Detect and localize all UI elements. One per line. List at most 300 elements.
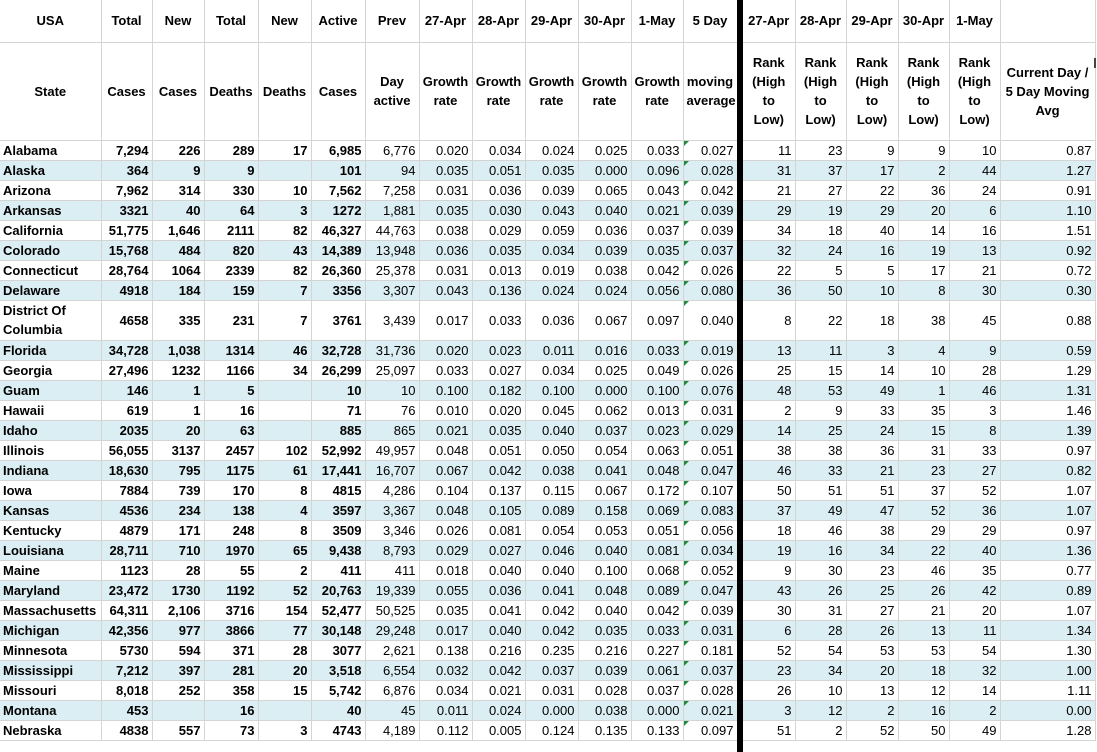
data-cell[interactable]: 0.000 (631, 700, 683, 720)
state-cell[interactable]: Mississippi (0, 660, 101, 680)
data-cell[interactable]: 0.031 (525, 680, 578, 700)
data-cell[interactable]: 1 (152, 400, 204, 420)
data-cell[interactable]: 0.041 (578, 460, 631, 480)
data-cell[interactable]: 0.045 (525, 400, 578, 420)
data-cell[interactable]: 25,378 (365, 260, 419, 280)
data-cell[interactable]: 46 (898, 560, 949, 580)
data-cell[interactable]: 0.005 (472, 720, 525, 740)
data-cell[interactable]: 25 (795, 420, 846, 440)
data-cell[interactable]: 289 (204, 140, 258, 160)
data-cell[interactable]: 1730 (152, 580, 204, 600)
state-cell[interactable]: Nebraska (0, 720, 101, 740)
data-cell[interactable]: 0.054 (578, 440, 631, 460)
state-cell[interactable]: District Of Columbia (0, 300, 101, 340)
data-cell[interactable]: 28 (152, 560, 204, 580)
data-cell[interactable]: 0.036 (419, 240, 472, 260)
data-cell[interactable]: 76 (365, 400, 419, 420)
data-cell[interactable]: 1.27 (1000, 160, 1095, 180)
data-cell[interactable]: 0.88 (1000, 300, 1095, 340)
data-cell[interactable]: 1175 (204, 460, 258, 480)
data-cell[interactable]: 0.033 (631, 340, 683, 360)
data-cell[interactable]: 0.043 (631, 180, 683, 200)
data-cell[interactable]: 0.063 (631, 440, 683, 460)
state-cell[interactable]: Illinois (0, 440, 101, 460)
state-cell[interactable]: Alaska (0, 160, 101, 180)
data-cell[interactable]: 0.72 (1000, 260, 1095, 280)
data-cell[interactable]: 0.97 (1000, 440, 1095, 460)
data-cell[interactable]: 0.019 (683, 340, 737, 360)
data-cell[interactable]: 138 (204, 500, 258, 520)
data-cell[interactable]: 0.027 (472, 360, 525, 380)
data-cell[interactable]: 795 (152, 460, 204, 480)
data-cell[interactable]: 20 (846, 660, 898, 680)
data-cell[interactable]: 0.181 (683, 640, 737, 660)
data-cell[interactable]: 0.042 (683, 180, 737, 200)
data-cell[interactable]: 3,367 (365, 500, 419, 520)
data-cell[interactable]: 0.043 (419, 280, 472, 300)
subheader-cell[interactable]: Deaths (258, 42, 311, 140)
data-cell[interactable]: 32,728 (311, 340, 365, 360)
subheader-cell[interactable]: Growth rate (419, 42, 472, 140)
data-cell[interactable]: 52 (949, 480, 1000, 500)
data-cell[interactable]: 29,248 (365, 620, 419, 640)
data-cell[interactable]: 0.100 (525, 380, 578, 400)
data-cell[interactable]: 63 (204, 420, 258, 440)
data-cell[interactable]: 0.089 (631, 580, 683, 600)
data-cell[interactable]: 23 (846, 560, 898, 580)
data-cell[interactable]: 33 (846, 400, 898, 420)
header-cell[interactable]: Total (101, 0, 152, 42)
data-cell[interactable]: 28,711 (101, 540, 152, 560)
data-cell[interactable]: 40 (949, 540, 1000, 560)
data-cell[interactable]: 0.039 (683, 600, 737, 620)
data-cell[interactable]: 6,554 (365, 660, 419, 680)
state-cell[interactable]: Arkansas (0, 200, 101, 220)
data-cell[interactable]: 231 (204, 300, 258, 340)
data-cell[interactable]: 3716 (204, 600, 258, 620)
data-cell[interactable]: 2 (258, 560, 311, 580)
data-cell[interactable]: 7,562 (311, 180, 365, 200)
data-cell[interactable]: 13,948 (365, 240, 419, 260)
data-cell[interactable]: 18,630 (101, 460, 152, 480)
data-cell[interactable]: 6,876 (365, 680, 419, 700)
data-cell[interactable]: 0.030 (472, 200, 525, 220)
data-cell[interactable]: 594 (152, 640, 204, 660)
data-cell[interactable]: 25,097 (365, 360, 419, 380)
data-cell[interactable]: 0.039 (525, 180, 578, 200)
data-cell[interactable]: 0.097 (631, 300, 683, 340)
data-cell[interactable]: 34,728 (101, 340, 152, 360)
data-cell[interactable]: 170 (204, 480, 258, 500)
data-cell[interactable]: 29 (949, 520, 1000, 540)
data-cell[interactable]: 0.115 (525, 480, 578, 500)
data-cell[interactable]: 16 (204, 700, 258, 720)
data-cell[interactable]: 0.051 (631, 520, 683, 540)
data-cell[interactable]: 16,707 (365, 460, 419, 480)
data-cell[interactable]: 47 (846, 500, 898, 520)
data-cell[interactable]: 0.040 (525, 420, 578, 440)
data-cell[interactable]: 252 (152, 680, 204, 700)
data-cell[interactable]: 26 (743, 680, 795, 700)
data-cell[interactable]: 5,742 (311, 680, 365, 700)
data-cell[interactable]: 0.061 (631, 660, 683, 680)
data-cell[interactable]: 0.024 (472, 700, 525, 720)
data-cell[interactable]: 0.011 (525, 340, 578, 360)
data-cell[interactable]: 3,307 (365, 280, 419, 300)
data-cell[interactable]: 8 (949, 420, 1000, 440)
data-cell[interactable]: 1166 (204, 360, 258, 380)
subheader-cell[interactable]: Day active (365, 42, 419, 140)
data-cell[interactable]: 0.031 (683, 620, 737, 640)
data-cell[interactable]: 0.050 (525, 440, 578, 460)
data-cell[interactable]: 0.034 (525, 240, 578, 260)
data-cell[interactable]: 1,646 (152, 220, 204, 240)
data-cell[interactable]: 0.021 (683, 700, 737, 720)
data-cell[interactable]: 55 (204, 560, 258, 580)
data-cell[interactable]: 0.019 (525, 260, 578, 280)
data-cell[interactable]: 0.105 (472, 500, 525, 520)
data-cell[interactable]: 14,389 (311, 240, 365, 260)
data-cell[interactable]: 0.081 (472, 520, 525, 540)
data-cell[interactable]: 0.172 (631, 480, 683, 500)
data-cell[interactable]: 0.021 (472, 680, 525, 700)
data-cell[interactable]: 26 (795, 580, 846, 600)
data-cell[interactable]: 3,346 (365, 520, 419, 540)
data-cell[interactable]: 20 (152, 420, 204, 440)
data-cell[interactable]: 0.041 (472, 600, 525, 620)
data-cell[interactable]: 0.031 (419, 260, 472, 280)
data-cell[interactable]: 52 (898, 500, 949, 520)
data-cell[interactable]: 0.034 (419, 680, 472, 700)
data-cell[interactable]: 51 (743, 720, 795, 740)
data-cell[interactable]: 3,518 (311, 660, 365, 680)
data-cell[interactable]: 61 (258, 460, 311, 480)
rank-header-cell[interactable] (1000, 0, 1095, 42)
data-cell[interactable]: 0.023 (631, 420, 683, 440)
data-cell[interactable]: 0.029 (472, 220, 525, 240)
data-cell[interactable]: 53 (898, 640, 949, 660)
data-cell[interactable]: 0.027 (683, 140, 737, 160)
data-cell[interactable]: 0.035 (472, 240, 525, 260)
data-cell[interactable]: 77 (258, 620, 311, 640)
data-cell[interactable]: 0.032 (419, 660, 472, 680)
data-cell[interactable]: 1 (898, 380, 949, 400)
data-cell[interactable]: 13 (846, 680, 898, 700)
data-cell[interactable]: 13 (898, 620, 949, 640)
data-cell[interactable]: 0.055 (419, 580, 472, 600)
data-cell[interactable]: 171 (152, 520, 204, 540)
data-cell[interactable]: 0.91 (1000, 180, 1095, 200)
data-cell[interactable]: 29 (898, 520, 949, 540)
data-cell[interactable]: 0.026 (419, 520, 472, 540)
data-cell[interactable]: 3321 (101, 200, 152, 220)
data-cell[interactable]: 2 (795, 720, 846, 740)
data-cell[interactable]: 0.036 (472, 180, 525, 200)
data-cell[interactable]: 0.029 (419, 540, 472, 560)
data-cell[interactable]: 27 (795, 180, 846, 200)
data-cell[interactable]: 0.037 (578, 420, 631, 440)
state-cell[interactable]: Georgia (0, 360, 101, 380)
data-cell[interactable]: 42,356 (101, 620, 152, 640)
data-cell[interactable]: 2 (846, 700, 898, 720)
rank-subheader-cell[interactable]: Rank (High to Low) (743, 42, 795, 140)
data-cell[interactable]: 33 (949, 440, 1000, 460)
data-cell[interactable]: 0.039 (683, 200, 737, 220)
data-cell[interactable]: 0.048 (419, 440, 472, 460)
data-cell[interactable]: 9,438 (311, 540, 365, 560)
data-cell[interactable]: 1970 (204, 540, 258, 560)
data-cell[interactable]: 0.035 (419, 160, 472, 180)
data-cell[interactable]: 0.038 (578, 260, 631, 280)
data-cell[interactable]: 54 (949, 640, 1000, 660)
state-cell[interactable]: Connecticut (0, 260, 101, 280)
data-cell[interactable]: 1.10 (1000, 200, 1095, 220)
state-cell[interactable]: Alabama (0, 140, 101, 160)
data-cell[interactable] (152, 700, 204, 720)
data-cell[interactable]: 27 (949, 460, 1000, 480)
data-cell[interactable]: 102 (258, 440, 311, 460)
data-cell[interactable]: 23,472 (101, 580, 152, 600)
data-cell[interactable]: 21 (949, 260, 1000, 280)
data-cell[interactable]: 27 (846, 600, 898, 620)
data-cell[interactable]: 28 (949, 360, 1000, 380)
data-cell[interactable]: 4918 (101, 280, 152, 300)
data-cell[interactable]: 31 (898, 440, 949, 460)
data-cell[interactable]: 64 (204, 200, 258, 220)
state-cell[interactable]: Iowa (0, 480, 101, 500)
data-cell[interactable]: 29 (846, 200, 898, 220)
data-cell[interactable]: 22 (898, 540, 949, 560)
data-cell[interactable]: 40 (846, 220, 898, 240)
rank-header-cell[interactable]: 27-Apr (743, 0, 795, 42)
state-cell[interactable]: Kentucky (0, 520, 101, 540)
data-cell[interactable]: 31 (743, 160, 795, 180)
data-cell[interactable]: 19 (795, 200, 846, 220)
state-cell[interactable]: Guam (0, 380, 101, 400)
data-cell[interactable]: 0.89 (1000, 580, 1095, 600)
data-cell[interactable]: 0.028 (578, 680, 631, 700)
data-cell[interactable]: 49,957 (365, 440, 419, 460)
data-cell[interactable]: 27,496 (101, 360, 152, 380)
data-cell[interactable]: 17,441 (311, 460, 365, 480)
data-cell[interactable]: 7 (258, 280, 311, 300)
data-cell[interactable]: 0.056 (631, 280, 683, 300)
data-cell[interactable]: 4,189 (365, 720, 419, 740)
state-cell[interactable]: Missouri (0, 680, 101, 700)
data-cell[interactable]: 8,793 (365, 540, 419, 560)
data-cell[interactable]: 1.39 (1000, 420, 1095, 440)
data-cell[interactable]: 31 (795, 600, 846, 620)
data-cell[interactable]: 0.029 (683, 420, 737, 440)
data-cell[interactable]: 43 (258, 240, 311, 260)
data-cell[interactable]: 18 (898, 660, 949, 680)
data-cell[interactable]: 0.92 (1000, 240, 1095, 260)
data-cell[interactable]: 0.124 (525, 720, 578, 740)
subheader-cell[interactable]: State (0, 42, 101, 140)
data-cell[interactable]: 0.062 (578, 400, 631, 420)
data-cell[interactable]: 31,736 (365, 340, 419, 360)
data-cell[interactable]: 1192 (204, 580, 258, 600)
data-cell[interactable]: 1.11 (1000, 680, 1095, 700)
data-cell[interactable]: 0.048 (419, 500, 472, 520)
data-cell[interactable]: 11 (949, 620, 1000, 640)
data-cell[interactable]: 0.000 (578, 380, 631, 400)
data-cell[interactable]: 0.138 (419, 640, 472, 660)
header-cell[interactable]: New (258, 0, 311, 42)
data-cell[interactable]: 94 (365, 160, 419, 180)
data-cell[interactable]: 0.036 (578, 220, 631, 240)
data-cell[interactable]: 4743 (311, 720, 365, 740)
data-cell[interactable]: 885 (311, 420, 365, 440)
data-cell[interactable]: 364 (101, 160, 152, 180)
data-cell[interactable]: 22 (795, 300, 846, 340)
data-cell[interactable]: 0.031 (683, 400, 737, 420)
data-cell[interactable]: 14 (898, 220, 949, 240)
data-cell[interactable]: 0.035 (419, 600, 472, 620)
data-cell[interactable]: 0.097 (683, 720, 737, 740)
subheader-cell[interactable]: Growth rate (525, 42, 578, 140)
data-cell[interactable]: 0.100 (578, 560, 631, 580)
data-cell[interactable]: 335 (152, 300, 204, 340)
data-cell[interactable]: 330 (204, 180, 258, 200)
data-cell[interactable]: 17 (898, 260, 949, 280)
data-cell[interactable]: 33 (795, 460, 846, 480)
data-cell[interactable]: 0.010 (419, 400, 472, 420)
data-cell[interactable]: 2035 (101, 420, 152, 440)
data-cell[interactable]: 36 (949, 500, 1000, 520)
data-cell[interactable]: 54 (795, 640, 846, 660)
data-cell[interactable]: 0.038 (419, 220, 472, 240)
data-cell[interactable]: 0.038 (525, 460, 578, 480)
data-cell[interactable]: 0.040 (578, 540, 631, 560)
data-cell[interactable]: 1,038 (152, 340, 204, 360)
state-cell[interactable]: Arizona (0, 180, 101, 200)
data-cell[interactable]: 0.033 (631, 620, 683, 640)
data-cell[interactable]: 14 (846, 360, 898, 380)
data-cell[interactable]: 12 (898, 680, 949, 700)
data-cell[interactable]: 18 (795, 220, 846, 240)
data-cell[interactable]: 0.042 (631, 260, 683, 280)
data-cell[interactable]: 30 (795, 560, 846, 580)
data-cell[interactable]: 2339 (204, 260, 258, 280)
data-cell[interactable]: 52 (743, 640, 795, 660)
state-cell[interactable]: Minnesota (0, 640, 101, 660)
data-cell[interactable]: 19,339 (365, 580, 419, 600)
header-cell[interactable]: 27-Apr (419, 0, 472, 42)
data-cell[interactable]: 2 (743, 400, 795, 420)
data-cell[interactable]: 0.021 (631, 200, 683, 220)
data-cell[interactable]: 38 (743, 440, 795, 460)
data-cell[interactable]: 13 (949, 240, 1000, 260)
data-cell[interactable]: 24 (795, 240, 846, 260)
data-cell[interactable]: 0.047 (683, 460, 737, 480)
data-cell[interactable]: 0.107 (683, 480, 737, 500)
data-cell[interactable]: 0.065 (578, 180, 631, 200)
data-cell[interactable]: 0.056 (683, 520, 737, 540)
data-cell[interactable]: 24 (949, 180, 1000, 200)
data-cell[interactable]: 3 (258, 200, 311, 220)
state-cell[interactable]: California (0, 220, 101, 240)
data-cell[interactable]: 0.040 (578, 600, 631, 620)
data-cell[interactable]: 4658 (101, 300, 152, 340)
data-cell[interactable]: 3866 (204, 620, 258, 640)
data-cell[interactable]: 15 (258, 680, 311, 700)
data-cell[interactable]: 3356 (311, 280, 365, 300)
data-cell[interactable]: 0.025 (578, 360, 631, 380)
data-cell[interactable]: 0.040 (578, 200, 631, 220)
data-cell[interactable]: 0.158 (578, 500, 631, 520)
data-cell[interactable]: 0.036 (525, 300, 578, 340)
data-cell[interactable]: 0.037 (631, 680, 683, 700)
data-cell[interactable]: 820 (204, 240, 258, 260)
data-cell[interactable]: 23 (795, 140, 846, 160)
data-cell[interactable]: 0.067 (578, 480, 631, 500)
data-cell[interactable]: 6,985 (311, 140, 365, 160)
data-cell[interactable]: 21 (846, 460, 898, 480)
data-cell[interactable]: 71 (311, 400, 365, 420)
data-cell[interactable]: 154 (258, 600, 311, 620)
data-cell[interactable]: 8 (743, 300, 795, 340)
data-cell[interactable]: 9 (846, 140, 898, 160)
data-cell[interactable]: 2,106 (152, 600, 204, 620)
data-cell[interactable]: 32 (949, 660, 1000, 680)
data-cell[interactable]: 7 (258, 300, 311, 340)
data-cell[interactable]: 45 (365, 700, 419, 720)
data-cell[interactable]: 1 (152, 380, 204, 400)
data-cell[interactable]: 34 (846, 540, 898, 560)
data-cell[interactable]: 0.080 (683, 280, 737, 300)
data-cell[interactable]: 0.034 (683, 540, 737, 560)
data-cell[interactable]: 36 (846, 440, 898, 460)
data-cell[interactable]: 0.039 (683, 220, 737, 240)
data-cell[interactable]: 411 (365, 560, 419, 580)
data-cell[interactable]: 248 (204, 520, 258, 540)
header-cell[interactable]: New (152, 0, 204, 42)
data-cell[interactable]: 484 (152, 240, 204, 260)
data-cell[interactable]: 46 (949, 380, 1000, 400)
data-cell[interactable]: 49 (846, 380, 898, 400)
data-cell[interactable]: 281 (204, 660, 258, 680)
data-cell[interactable]: 0.038 (578, 700, 631, 720)
data-cell[interactable]: 0.136 (472, 280, 525, 300)
data-cell[interactable]: 0.042 (472, 660, 525, 680)
data-cell[interactable]: 8,018 (101, 680, 152, 700)
subheader-cell[interactable]: Growth rate (578, 42, 631, 140)
data-cell[interactable]: 40 (152, 200, 204, 220)
data-cell[interactable]: 6 (743, 620, 795, 640)
data-cell[interactable]: 0.028 (683, 680, 737, 700)
state-cell[interactable]: Kansas (0, 500, 101, 520)
data-cell[interactable]: 1232 (152, 360, 204, 380)
data-cell[interactable]: 0.039 (578, 660, 631, 680)
data-cell[interactable]: 0.013 (631, 400, 683, 420)
data-cell[interactable]: 0.235 (525, 640, 578, 660)
data-cell[interactable]: 0.054 (525, 520, 578, 540)
data-cell[interactable]: 1.29 (1000, 360, 1095, 380)
data-cell[interactable]: 46 (795, 520, 846, 540)
state-cell[interactable]: Maine (0, 560, 101, 580)
data-cell[interactable]: 14 (743, 420, 795, 440)
data-cell[interactable]: 10 (311, 380, 365, 400)
data-cell[interactable]: 42 (949, 580, 1000, 600)
data-cell[interactable]: 30 (743, 600, 795, 620)
data-cell[interactable]: 0.017 (419, 300, 472, 340)
data-cell[interactable]: 1272 (311, 200, 365, 220)
data-cell[interactable]: 38 (846, 520, 898, 540)
data-cell[interactable]: 3 (743, 700, 795, 720)
data-cell[interactable]: 8 (898, 280, 949, 300)
data-cell[interactable] (258, 700, 311, 720)
